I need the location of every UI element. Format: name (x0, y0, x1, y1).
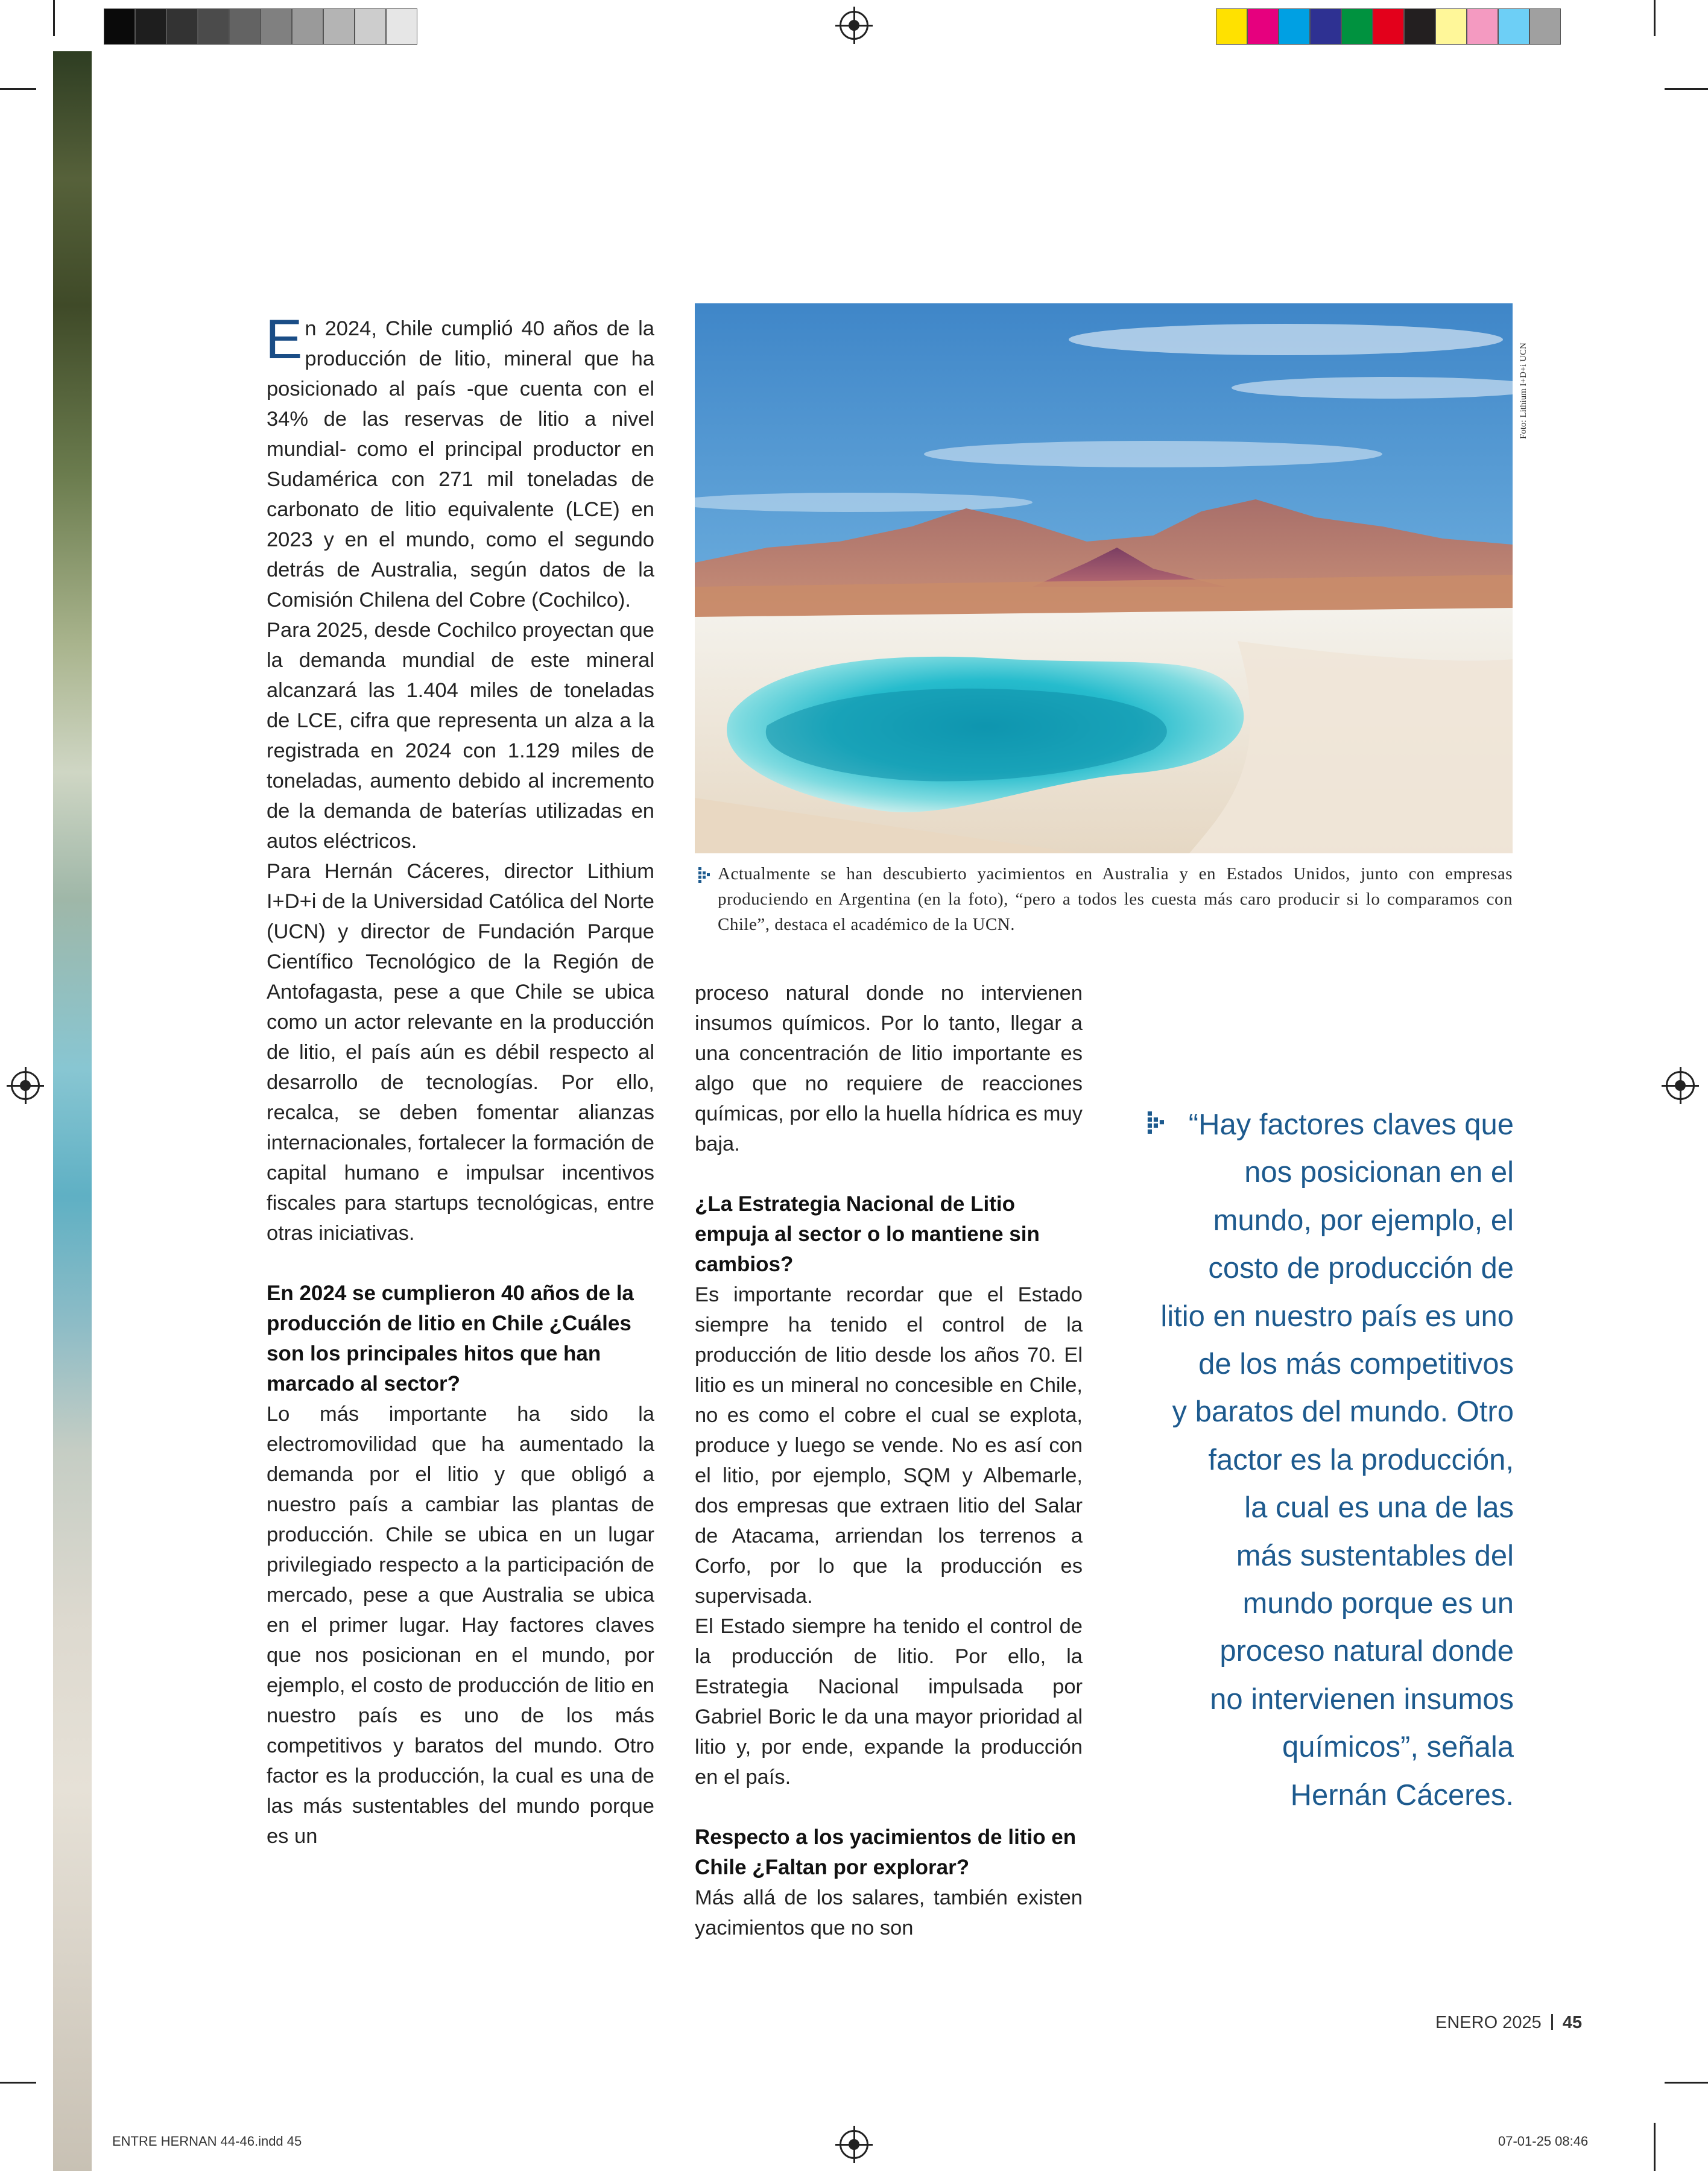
drop-cap: E (265, 309, 303, 370)
photo-caption: Actualmente se han descubierto yacimientos en Australia y en Estados Unidos, junto con empresas produciendo en Argentina (en la foto), “pero a todos les cuesta más caro producir si lo comparamos con Chile”, destaca el académico de la UCN. (695, 861, 1513, 937)
crop-mark (53, 0, 55, 36)
quote-line: “Hay factores claves que (1188, 1108, 1514, 1141)
gray-swatch (135, 8, 166, 45)
quote-line: mundo, por ejemplo, el (1213, 1204, 1514, 1237)
intro-paragraph: En 2024, Chile cumplió 40 años de la producción de litio, mineral que ha posicionado al país -que cuenta con el 34% de las reservas de litio a nivel mundial- como el principal productor en Sudamérica con 271 mil toneladas de carbonato de litio equivalente (LCE) en 2023 y en el mundo, como el segundo detrás de Australia, según datos de la Comisión Chilena del Cobre (Cochilco). (265, 309, 654, 611)
bullet-dots-icon (697, 866, 714, 883)
crop-mark (0, 2082, 36, 2084)
crop-mark (1665, 88, 1708, 90)
quote-line: de los más competitivos (1198, 1348, 1514, 1381)
gray-swatch (104, 8, 135, 45)
quote-line: factor es la producción, (1208, 1443, 1514, 1476)
registration-mark-bottom (840, 2130, 868, 2159)
interview-answer: Es importante recordar que el Estado siempre ha tenido el control de la producción de litio desde los años 70. El litio es un mineral no concesible en Chile, no es como el cobre el cual se explota, produce y luego se vende. No es así con el litio, por ejemplo, SQM y Albemarle, dos empresas que extraen litio del Salar de Atacama, arriendan los terrenos a Corfo, por lo que la producción es supervisada. (695, 1283, 1083, 1608)
interview-question: Respecto a los yacimientos de litio en Chile ¿Faltan por explorar? (695, 1825, 1077, 1879)
color-swatch (1404, 8, 1435, 45)
salt-flat-lagoon-photo (695, 303, 1513, 853)
quote-line: costo de producción de (1208, 1252, 1514, 1285)
color-swatch (1247, 8, 1279, 45)
gray-swatch (166, 8, 198, 45)
page-number: 45 (1562, 2013, 1583, 2032)
interview-question: En 2024 se cumplieron 40 años de la producción de litio en Chile ¿Cuáles son los principales hitos que han marcado al sector? (267, 1281, 634, 1395)
grayscale-bar (104, 8, 417, 45)
interview-question: ¿La Estrategia Nacional de Litio empuja al sector o lo mantiene sin cambios? (695, 1192, 1040, 1276)
gray-swatch (292, 8, 323, 45)
quote-line: litio en nuestro país es uno (1160, 1300, 1514, 1333)
gray-swatch (229, 8, 261, 45)
pull-quote (1128, 1101, 1514, 1819)
quote-line: mundo porque es un (1242, 1587, 1514, 1620)
gray-swatch (355, 8, 386, 45)
paragraph: Para Hernán Cáceres, director Lithium I+D+i de la Universidad Católica del Norte (UCN) y director de Fundación Parque Científico Tecnológico de la Región de Antofagasta, pese a que Chile se ubica como un actor relevante en la producción de litio, el país aún es débil respecto al desarrollo de tecnologías. Por ello, recalca, se deben fomentar alianzas internacionales, fortalecer la formación de capital humano e impulsar incentivos fiscales para startups tecnológicas, entre otras iniciativas. (267, 860, 654, 1245)
gray-swatch (198, 8, 229, 45)
bullet-dots-icon (1146, 1110, 1170, 1134)
registration-mark-right (1666, 1071, 1695, 1100)
quote-line: la cual es una de las (1244, 1491, 1514, 1525)
interview-answer: Más allá de los salares, también existen yacimientos que no son (695, 1886, 1083, 1939)
paragraph: Para 2025, desde Cochilco proyectan que la demanda mundial de este mineral alcanzará las 1.404 miles de toneladas de LCE, cifra que representa un alza a la registrada en 2024 con 1.129 miles de toneladas, aumento debido al incremento de la demanda de baterías utilizadas en autos eléctricos. (267, 619, 654, 853)
color-swatch (1310, 8, 1341, 45)
color-swatch (1498, 8, 1529, 45)
slug-timestamp: 07-01-25 08:46 (1498, 2134, 1589, 2149)
article-column-1 (265, 309, 654, 1851)
crop-mark (0, 88, 36, 90)
crop-mark (1654, 2123, 1656, 2171)
quote-line: más sustentables del (1236, 1539, 1514, 1572)
quote-line: nos posicionan en el (1244, 1156, 1514, 1189)
color-swatch (1216, 8, 1247, 45)
color-swatch (1373, 8, 1404, 45)
interview-answer: Lo más importante ha sido la electromovilidad que ha aumentado la demanda por el litio y que obligó a nuestro país a cambiar las plantas de producción. Chile se ubica en un lugar privilegiado respecto a la participación de mercado, pese a que Australia se ubica en el primer lugar. Hay factores claves que nos posicionan en el mundo, por ejemplo, el costo de producción de litio en nuestro país es uno de los más competitivos y baratos del mundo. Otro factor es la producción, la cual es una de las más sustentables del mundo porque es un (267, 1403, 654, 1848)
color-swatch (1529, 8, 1561, 45)
photo-credit: Foto: Lithium I+D+i UCN (1519, 343, 1528, 439)
page-folio (1435, 2013, 1582, 2033)
quote-line: químicos”, señala (1282, 1731, 1514, 1764)
color-bar (1216, 8, 1561, 45)
quote-line: no intervienen insumos (1210, 1683, 1514, 1716)
issue-date: ENERO 2025 (1435, 2013, 1542, 2032)
registration-mark-top (840, 11, 868, 40)
gray-swatch (386, 8, 417, 45)
registration-mark-left (11, 1071, 40, 1100)
color-swatch (1341, 8, 1373, 45)
interview-answer: El Estado siempre ha tenido el control de la producción de litio. Por ello, la Estrategia Nacional impulsada por Gabriel Boric le da una mayor prioridad al litio y, por ende, expande la producción en el país. (695, 1615, 1083, 1789)
gray-swatch (261, 8, 292, 45)
left-edge-photo-strip (53, 51, 92, 2171)
quote-line: y baratos del mundo. Otro (1172, 1395, 1514, 1429)
color-swatch (1279, 8, 1310, 45)
slug-file-name: ENTRE HERNAN 44-46.indd 45 (112, 2134, 302, 2149)
interview-answer-continued: proceso natural donde no intervienen insumos químicos. Por lo tanto, llegar a una concentración de litio importante es algo que no requiere de reacciones químicas, por ello la huella hídrica es muy baja. (695, 982, 1083, 1155)
quote-line: proceso natural donde (1219, 1635, 1514, 1668)
crop-mark (1665, 2082, 1708, 2084)
quote-line: Hernán Cáceres. (1290, 1778, 1514, 1812)
article-column-2 (695, 978, 1083, 1943)
color-swatch (1467, 8, 1498, 45)
crop-mark (1654, 0, 1656, 36)
gray-swatch (323, 8, 355, 45)
color-swatch (1435, 8, 1467, 45)
